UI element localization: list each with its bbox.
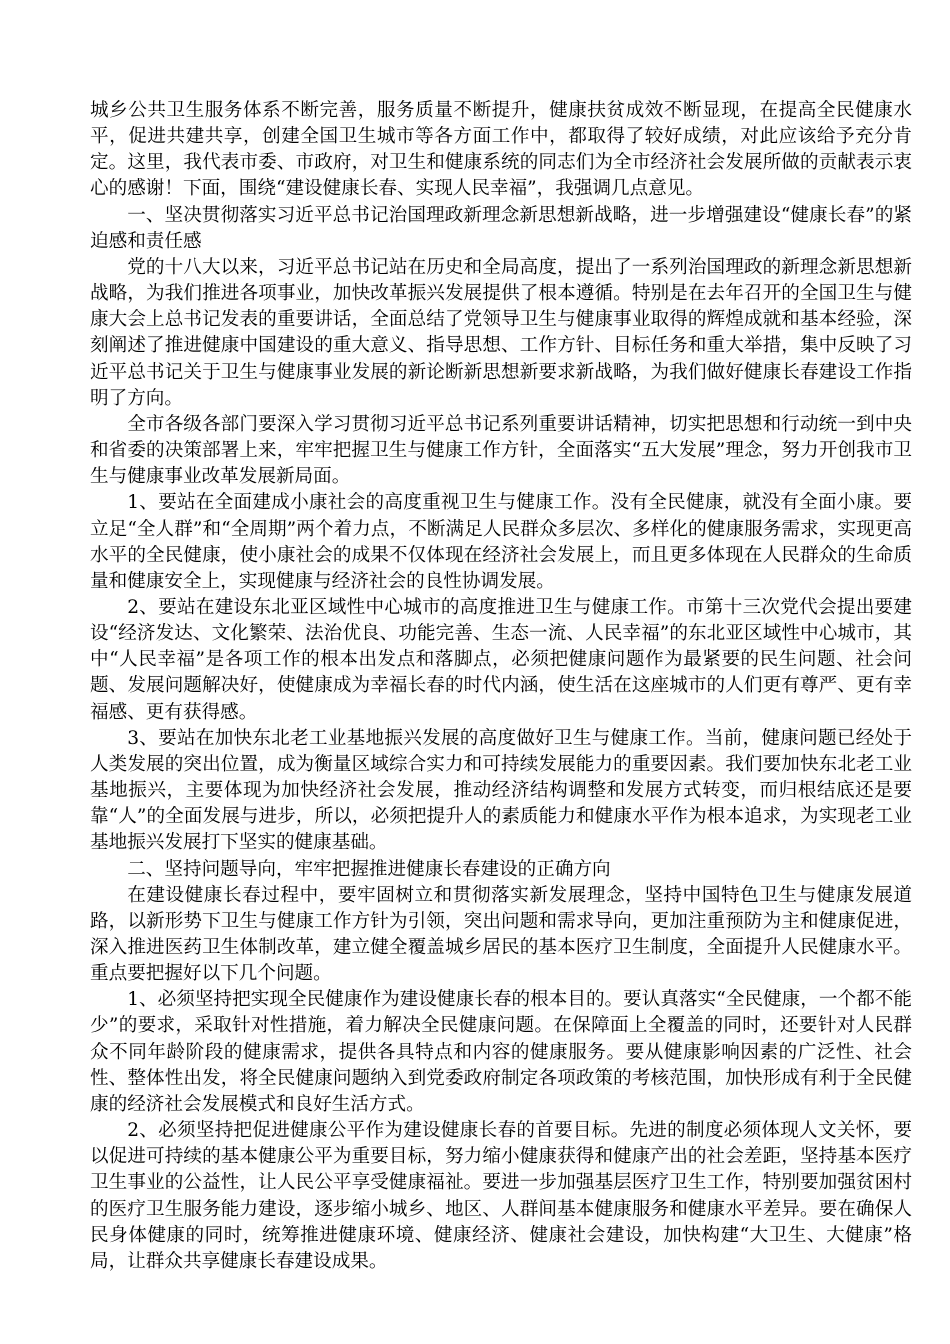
list-item-paragraph: 2、要站在建设东北亚区域性中心城市的高度推进卫生与健康工作。市第十三次党代会提出要建设“经济发达、文化繁荣、法治优良、功能完善、生态一流、人民幸福”的东北亚区域性中心城市，其中“人民幸福”是各项工作的根本出发点和落脚点，必须把健康问题作为最紧要的民生问题、社会问题、发展问题解决好，使健康成为幸福长春的时代内涵，使生活在这座城市的人们更有尊严、更有幸福感、更有获得感。 [90,596,912,723]
list-item-paragraph: 1、必须坚持把实现全民健康作为建设健康长春的根本目的。要认真落实“全民健康，一个都不能少”的要求，采取针对性措施，着力解决全民健康问题。在保障面上全覆盖的同时，还要针对人民群众不同年龄阶段的健康需求，提供各具特点和内容的健康服务。要从健康影响因素的广泛性、社会性、整体性出发，将全民健康问题纳入到党委政府制定各项政策的考核范围，加快形成有利于全民健康的经济社会发展模式和良好生活方式。 [90,989,912,1115]
section-heading-1: 一、坚决贯彻落实习近平总书记治国理政新理念新思想新战略，进一步增强建设“健康长春”的紧迫感和责任感 [90,204,912,252]
list-item-paragraph: 3、要站在加快东北老工业基地振兴发展的高度做好卫生与健康工作。当前，健康问题已经处于人类发展的突出位置，成为衡量区域综合实力和可持续发展能力的重要因素。我们要加快东北老工业基地振兴，主要体现为加快经济社会发展，推动经济结构调整和发展方式转变，而归根结底还是要靠“人”的全面发展与进步，所以，必须把提升人的素质能力和健康水平作为根本追求，为实现老工业基地振兴发展打下坚实的健康基础。 [90,727,912,854]
list-item-paragraph: 1、要站在全面建成小康社会的高度重视卫生与健康工作。没有全民健康，就没有全面小康。要立足“全人群”和“全周期”两个着力点，不断满足人民群众多层次、多样化的健康服务需求，实现更高水平的全民健康，使小康社会的成果不仅体现在经济社会发展上，而且更多体现在人民群众的生命质量和健康安全上，实现健康与经济社会的良性协调发展。 [90,492,912,592]
section-heading-2: 二、坚持问题导向，牢牢把握推进健康长春建设的正确方向 [127,858,611,880]
paragraph-intro: 城乡公共卫生服务体系不断完善，服务质量不断提升，健康扶贫成效不断显现，在提高全民健康水平，促进共建共享，创建全国卫生城市等各方面工作中，都取得了较好成绩，对此应该给予充分肯定。这里，我代表市委、市政府，对卫生和健康系统的同志们为全市经济社会发展所做的贡献表示衷心的感谢！下面，围绕“建设健康长春、实现人民幸福”，我强调几点意见。 [90,100,912,200]
paragraph: 在建设健康长春过程中，要牢固树立和贯彻落实新发展理念，坚持中国特色卫生与健康发展道路，以新形势下卫生与健康工作方针为引领，突出问题和需求导向，更加注重预防为主和健康促进，深入推进医药卫生体制改革，建立健全覆盖城乡居民的基本医疗卫生制度，全面提升人民健康水平。重点要把握好以下几个问题。 [90,884,912,985]
paragraph: 全市各级各部门要深入学习贯彻习近平总书记系列重要讲话精神，切实把思想和行动统一到中央和省委的决策部署上来，牢牢把握卫生与健康工作方针，全面落实“五大发展”理念，努力开创我市卫生与健康事业改革发展新局面。 [90,413,912,488]
list-item-paragraph: 2、必须坚持把促进健康公平作为建设健康长春的首要目标。先进的制度必须体现人文关怀，要以促进可持续的基本健康公平为重要目标，努力缩小健康获得和健康产出的社会差距，坚持基本医疗卫生事业的公益性，让人民公平享受健康福祉。要进一步加强基层医疗卫生工作，特别要加强贫困村的医疗卫生服务能力建设，逐步缩小城乡、地区、人群间基本健康服务和健康水平差异。要在确保人民身体健康的同时，统筹推进健康环境、健康经济、健康社会建设，加快构建“大卫生、大健康”格局，让群众共享健康长春建设成果。 [90,1120,912,1272]
document-page [90,98,912,1275]
paragraph: 党的十八大以来，习近平总书记站在历史和全局高度，提出了一系列治国理政的新理念新思想新战略，为我们推进各项事业，加快改革振兴发展提供了根本遵循。特别是在去年召开的全国卫生与健康大会上总书记发表的重要讲话，全面总结了党领导卫生与健康事业取得的辉煌成就和基本经验，深刻阐述了推进健康中国建设的重大意义、指导思想、工作方针、目标任务和重大举措，集中反映了习近平总书记关于卫生与健康事业发展的新论断新思想新要求新战略，为我们做好健康长春建设工作指明了方向。 [90,256,912,409]
